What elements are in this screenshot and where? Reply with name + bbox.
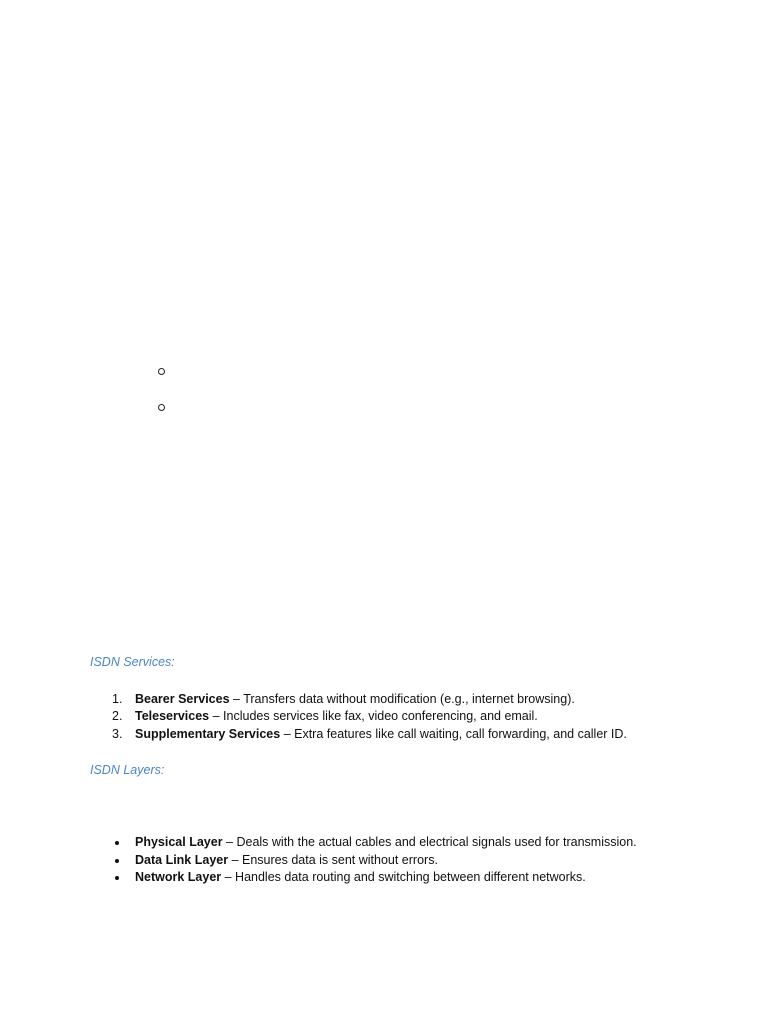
hollow-bullet-icon: [158, 404, 165, 411]
description: – Ensures data is sent without errors.: [228, 852, 438, 867]
list-number: 2.: [112, 709, 123, 724]
term: Data Link Layer: [135, 852, 229, 867]
services-heading: ISDN Services:: [90, 655, 175, 669]
layers-list: [112, 834, 637, 887]
empty-list-item: [154, 364, 170, 400]
description: – Transfers data without modification (e.g., internet browsing).: [229, 692, 575, 706]
bullet-icon: [115, 841, 119, 845]
list-item: [112, 834, 637, 852]
empty-list-item: [154, 400, 170, 436]
description: – Handles data routing and switching between different networks.: [221, 870, 586, 884]
hollow-bullet-icon: [158, 368, 165, 375]
list-item: [112, 691, 627, 708]
list-number: 3.: [112, 726, 123, 741]
term: Physical Layer: [135, 835, 223, 849]
term: Teleservices: [135, 709, 210, 724]
list-item: [112, 869, 637, 887]
layers-heading: ISDN Layers:: [90, 763, 165, 777]
empty-sub-list: [154, 364, 170, 436]
list-item: [112, 726, 627, 743]
list-item: [112, 852, 637, 870]
description: – Includes services like fax, video conferencing, and email.: [209, 709, 538, 724]
list-item: [112, 708, 627, 725]
description: – Extra features like call waiting, call forwarding, and caller ID.: [280, 726, 627, 741]
services-list: [112, 691, 627, 743]
term: Network Layer: [135, 870, 222, 884]
list-number: 1.: [112, 692, 123, 706]
term: Supplementary Services: [135, 726, 281, 741]
bullet-icon: [115, 876, 119, 880]
term: Bearer Services: [135, 692, 230, 706]
description: – Deals with the actual cables and electrical signals used for transmission.: [222, 835, 637, 849]
bullet-icon: [115, 859, 119, 863]
